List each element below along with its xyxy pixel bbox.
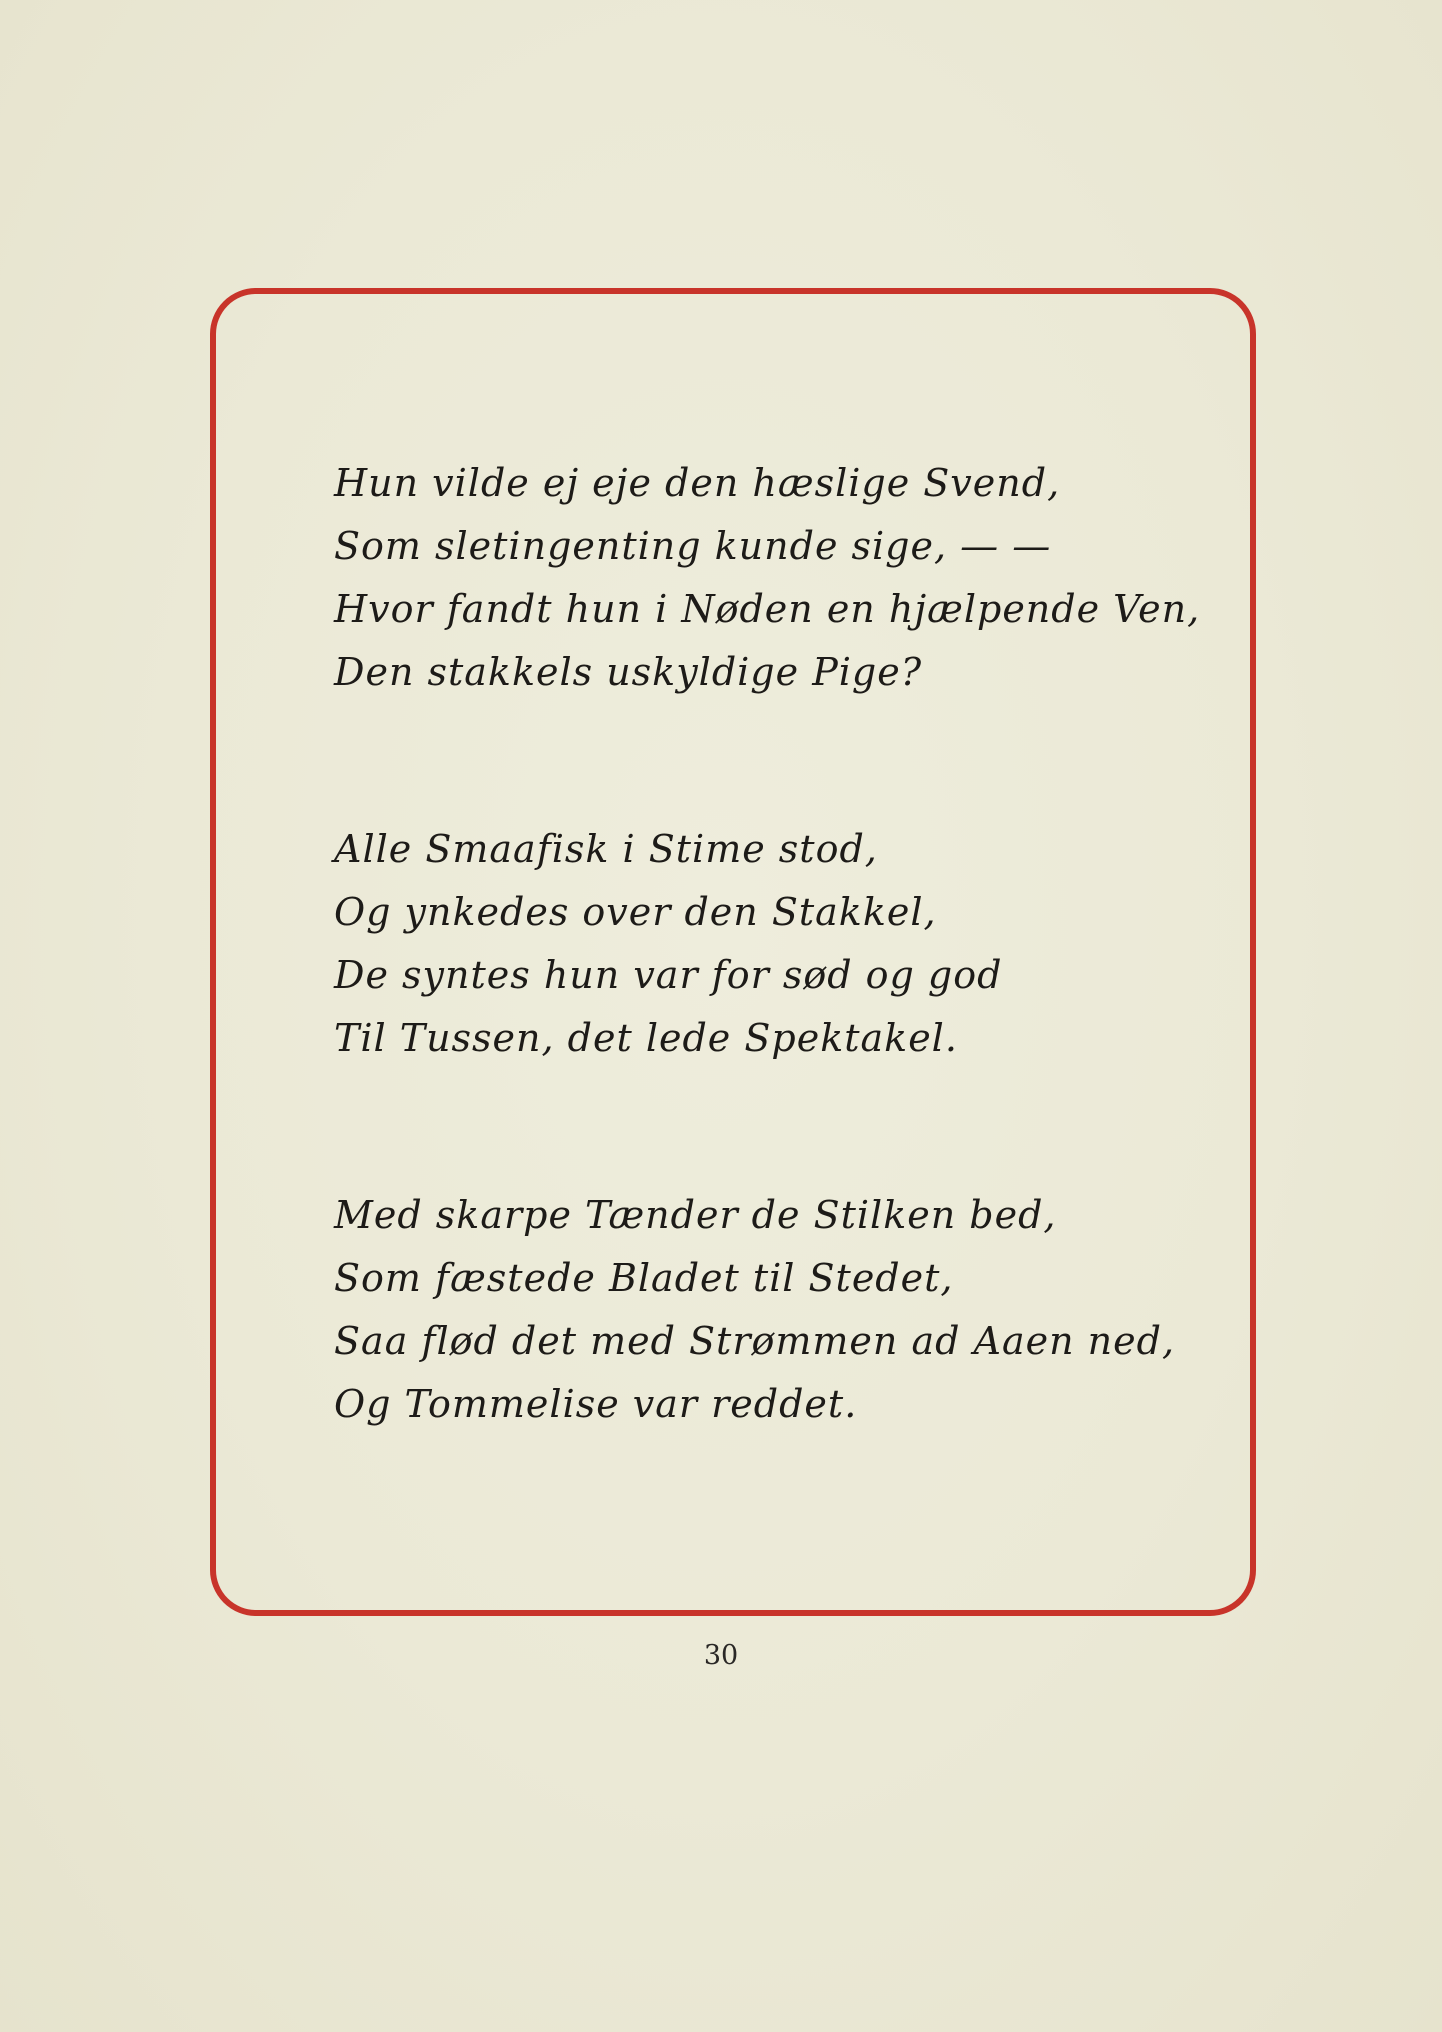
stanza-2 — [334, 818, 1214, 1070]
poem-line: De syntes hun var for sød og god — [334, 953, 1003, 997]
poem-line: Alle Smaafisk i Stime stod, — [334, 827, 878, 871]
poem-line: Den stakkels uskyldige Pige? — [334, 650, 923, 694]
poem-line: Med skarpe Tænder de Stilken bed, — [334, 1193, 1057, 1237]
poem-line: Hun vilde ej eje den hæslige Svend, — [334, 461, 1061, 505]
page-number: 30 — [703, 1640, 739, 1671]
poem-line: Som sletingenting kunde sige, — — — [334, 524, 1052, 568]
poem-line: Til Tussen, det lede Spektakel. — [334, 1016, 958, 1060]
stanza-1 — [334, 452, 1214, 704]
poem-line: Saa flød det med Strømmen ad Aaen ned, — [334, 1319, 1176, 1363]
stanza-3 — [334, 1184, 1214, 1436]
poem-line: Og Tommelise var reddet. — [334, 1382, 858, 1426]
poem-line: Og ynkedes over den Stakkel, — [334, 890, 937, 934]
poem-line: Hvor fandt hun i Nøden en hjælpende Ven, — [334, 587, 1201, 631]
poem-line: Som fæstede Bladet til Stedet, — [334, 1256, 954, 1300]
